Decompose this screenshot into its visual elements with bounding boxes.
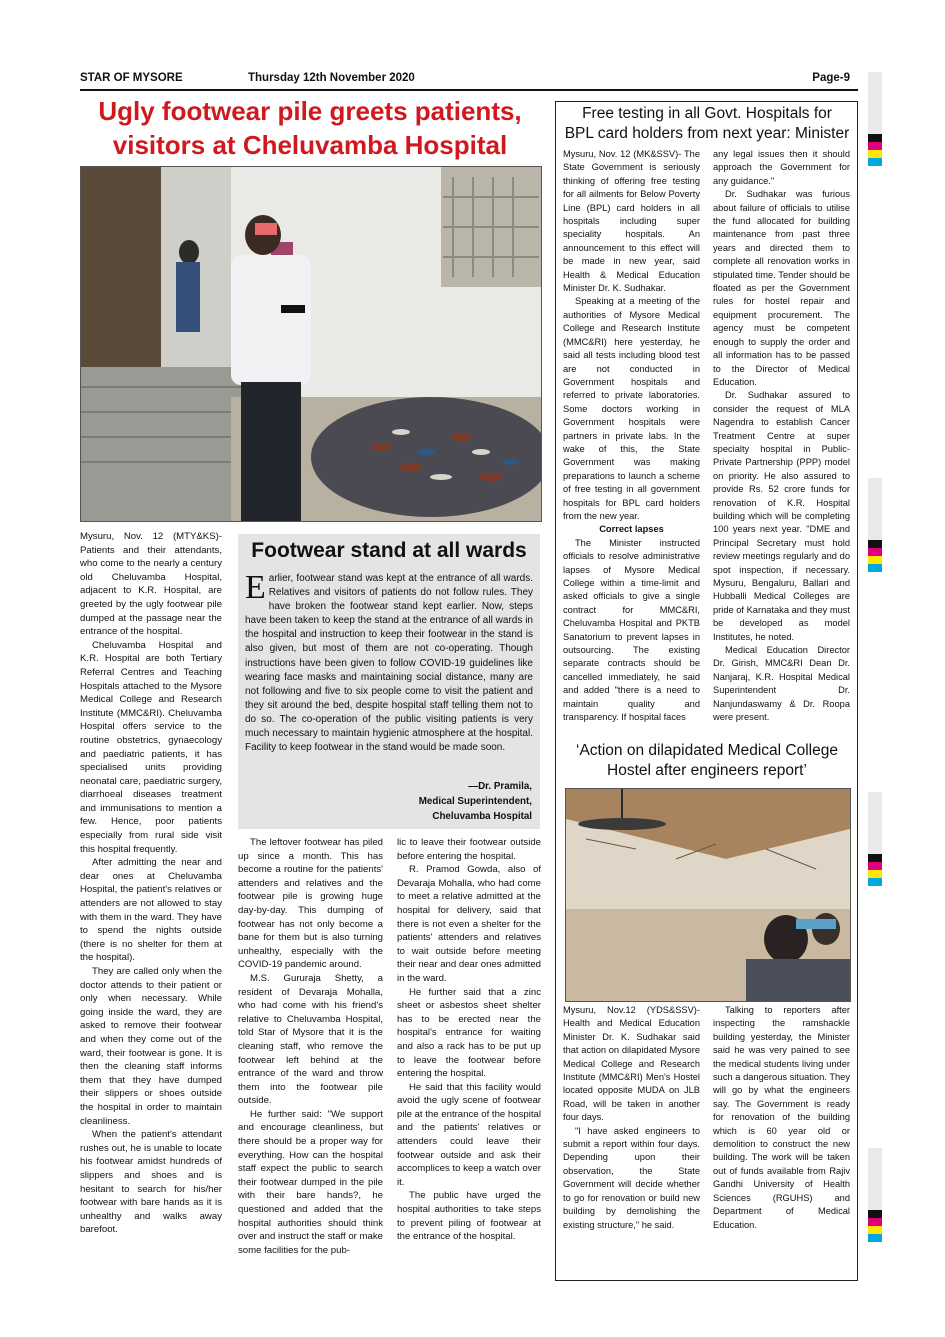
drop-cap: E [245,569,266,606]
paper-name: STAR OF MYSORE [80,72,183,84]
registration-strip-3 [868,792,882,886]
paragraph: Medical Education Director Dr. Girish, MMC&RI Dean Dr. Nanjaraj, K.R. Hospital Medical Superintendent Dr. Nanjundaswamy & Dr. Roopa were present. [713,645,850,723]
paragraph: Mysuru, Nov.12 (YDS&SSV)- Health and Medical Education Minister Dr. K. Sudhakar said that action on dilapidated Mysore Medical College and Research Institute (MMC&RI) Men's Hostel located opposite MUDA on JLB Road, will be taken in another four days. [563,1005,700,1123]
lead-story-column-2 [238,836,383,1257]
footwear-pile-photo [80,166,542,522]
paragraph: The Minister instructed officials to resolve administrative lapses of Mysore Medical College within a time-limit and asked officials to give a single contract for MMC&RI, Cheluvamba Hospital and PKTB Sanatorium to prevent lapses in outsourcing. The existing separate contracts should be cancelled immediately, he said and added "there is a need to maintain quality and transparency. If hospital faces [563,537,700,723]
registration-strip-1 [868,72,882,166]
paragraph: Cheluvamba Hospital and K.R. Hospital are both Tertiary Referral Centres and Teaching Hospitals attached to the Mysore Medical College and Research Institute (MMC&RI). Cheluvamba Hospital offers service to the routine obstetrics, gynaecology and paediatric patients, it has specialised units providing neonatal care, paediatric surgery, diarrhoeal diseases treatment and immunisations to mention a few. Hence, poor patients especially from rural side visit this hospital frequently. [80,639,222,855]
paragraph: Dr. Sudhakar assured to consider the request of MLA Nagendra to establish Cancer Treatment Centre at super specialty hospital in Public-Private Partnership (PPP) model on priority. He also assured to provide Rs. 52 crore funds for renovation of K.R. Hospital building which will be completing 100 years next year. "DME and Principal Secretary must hold review meetings regularly and do spot inspection, if necessary. Mysuru, Bengaluru, Ballari and Hubballi Medical Colleges are pride of Karnataka and they must be developed as model Institutes, he noted. [713,390,850,642]
paragraph: After admitting the near and dear ones at Cheluvamba Hospital, the patient's relatives or attenders are not allowed to stay with them in the ward. They have to spend the nights outside (there is no shelter for them at the hospital). [80,857,222,964]
free-testing-column-1 [563,148,700,724]
lead-story-column-1 [80,530,222,1237]
paragraph: R. Pramod Gowda, also of Devaraja Mohalla, who had come to meet a relative admitted at the hospital for delivery, said that there is not even a shelter for the patients' attenders and relatives to wait outside before meeting their near and dear ones admitted in the ward. [397,864,541,984]
paragraph: The leftover footwear has piled up since a month. This has become a routine for the patients' attenders and relatives and the footwear pile is growing huge day-by-day. This dumping of footwear has not only become a bane for them but is also turning unhealthy, especially with the COVID-19 pandemic around. [238,837,383,971]
free-testing-headline [558,104,856,144]
lead-headline-line-1: Ugly footwear pile greets patients, [98,96,522,126]
hostel-column-1 [563,1004,700,1232]
lead-headline-line-2: visitors at Cheluvamba Hospital [112,130,508,160]
paragraph: lic to leave their footwear outside before entering the hospital. [397,837,541,862]
box-signature [419,779,532,824]
paragraph: M.S. Gururaja Shetty, a resident of Devaraja Mohalla, who had come with his friend's relative to Cheluvamba Hospital, told Star of Mysore that it is the cleaning staff, who remove the footwear left behind at the entrance of the ward and throw them into the footwear pile outside. [238,972,383,1107]
page-number: Page-9 [812,72,850,84]
masthead-rule [80,89,858,91]
paragraph: Talking to reporters after inspecting the ramshackle building yesterday, the Minister said he was very pained to see the medical students living under such a dangerous situation. They will go by what the engineers say. The Government is ready for renovation of the building which is 60 year old or demolition to construct the new building. The work will be taken out of funds available from Rajiv Gandhi University of Health Sciences (RGUHS) and Department of Medical Education. [713,1005,850,1230]
paragraph: When the patient's attendant rushes out, he is unable to locate his footwear amidst hundreds of slippers and shoes and is hesitant to search for his/her footwear with bare hands as it is unhealthy and walks away barefoot. [80,1129,222,1236]
registration-strip-4 [868,1148,882,1242]
paragraph: any legal issues then it should approach the Government for any guidance." [713,149,850,186]
paragraph: Mysuru, Nov. 12 (MK&SSV)- The State Government is seriously thinking of offering free testing for all ailments for Below Poverty Line (BPL) card holders in all hospitals including super speciality hospitals. An announcement to this effect will be made in new year, said Health & Medical Education Minister Dr. K. Sudhakar. [563,149,700,294]
hostel-inspection-illustration [566,789,850,1001]
paragraph: He said that this facility would avoid the ugly scene of footwear pile at the entrance of the hospital and the patients' relatives or attenders could leave their footwear outside and ask their accomplices to keep a watch over it. [397,1081,542,1188]
hostel-column-2 [713,1004,850,1232]
subhead: Correct lapses [599,524,664,535]
free-testing-column-2 [713,148,850,724]
hostel-headline [558,741,856,781]
paragraph: He further said: "We support and encourage cleanliness, but there should be a proper way for everything. How can the hospital staff expect the public to search their footwear dumped in the pile with their bare hands?, he questioned and added that the hospital authorities should think over and instruct the staff or make some facilities for the pub- [238,1108,383,1256]
footwear-stand-box [238,534,540,829]
hostel-headline-line-2: Hostel after engineers report’ [607,762,807,779]
box-body: arlier, footwear stand was kept at the entrance of all wards. Relatives and visitors of patients do not follow rules. They have broken the footwear stand kept earlier. Now, steps have been taken to keep the stand at the entrance of all wards in the hospital and instruction to keep their footwear in the stand is also given, but most of them are not co-operating. Though instructions have been given to follow COVID-19 guidelines like wearing face masks and maintaining social distance, many are not following and five to six people come to visit the patient and they sit around the bed, despite hospital staff telling them not to do so. The co-operation of the public visiting patients is very much necessary to maintain hygienic atmosphere at the hospital. Facility to keep footwear in the stand would be made soon. [245,573,533,754]
issue-date: Thursday 12th November 2020 [248,72,415,84]
box-title: Footwear stand at all wards [251,539,527,562]
paragraph: Mysuru, Nov. 12 (MTY&KS)- Patients and their attendants, who come to the nearly a century old Cheluvamba Hospital, adjacent to K.R. Hospital, are greeted by the ugly footwear pile dumped at the passage near the entrance of the hospital. [80,531,222,638]
hostel-inspection-photo [565,788,851,1002]
masthead [80,72,850,88]
signature-org: Cheluvamba Hospital [432,811,532,822]
paragraph: "I have asked engineers to submit a report within four days. Depending upon their observation, the State Government will decide whether to go for renovation or build new building by demolishing the existing structure," he said. [563,1125,700,1230]
paragraph: He further said that a zinc sheet or asbestos sheet shelter has to be erected near the hospital's entrance for waiting and also a rack has to be put up to leave the footwear before entering the hospital. [397,986,541,1080]
paragraph: The public have urged the hospital authorities to take steps to prevent piling of footwear at the entrance of the hospital. [397,1190,541,1243]
paragraph: Dr. Sudhakar was furious about failure of officials to utilise the fund allocated for building maintenance from past three years and directed them to complete all renovation works in stipulated time. Tender should be floated as per the Government rules for hostel repair and equipment procurement. The agency must be competent enough to supply the order and all information has to be passed to the Director of Medical Education. [713,189,850,387]
free-testing-headline-line-2: BPL card holders from next year: Minister [564,125,850,142]
lead-story-column-3 [397,836,541,1244]
free-testing-headline-line-1: Free testing in all Govt. Hospitals for [582,105,832,122]
registration-strip-2 [868,478,882,572]
paragraph: They are called only when the doctor attends to their patient or only when necessary. While going inside the ward, they are asked to remove their footwear and when they come out of the ward, their footwear is gone. It is then the cleaning staff informs them that they have dumped their slippers or shoes outside the hospital in order to maintain cleanliness. [80,966,222,1127]
lead-headline [80,94,540,162]
hostel-headline-line-1: ‘Action on dilapidated Medical College [576,742,838,759]
signature-title: Medical Superintendent, [418,796,532,807]
signature-name: —Dr. Pramila, [468,781,532,792]
footwear-pile-illustration [81,167,541,521]
box-text [245,569,533,755]
paragraph: Speaking at a meeting of the authorities of Mysore Medical College and Research Institute (MMC&RI) here yesterday, he said all tests including blood test are not conducted in Government hospitals and referred to private laboratories. Some doctors working in Government hospitals were partners in private labs. In the wake of this, the State Government was making preparations to launch a scheme of free testing in all government hospitals for BPL card holders from the new year. [563,296,700,521]
